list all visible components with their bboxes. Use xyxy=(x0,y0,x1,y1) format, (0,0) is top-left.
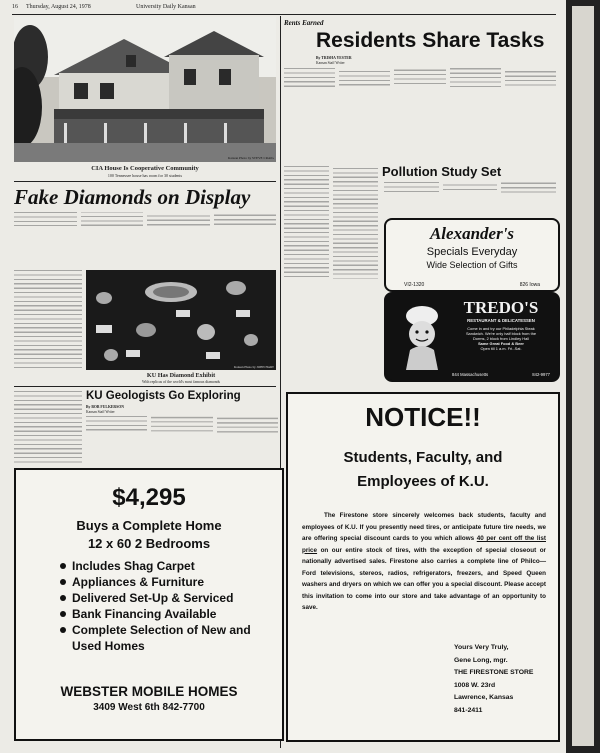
tredos-line4: Same Great Food & Beer xyxy=(478,341,524,346)
tredos-phone: 842-9977 xyxy=(532,372,550,377)
geologists-byline: By BOB FULKERSON xyxy=(86,405,124,409)
webster-feature: Bank Financing Available xyxy=(58,606,258,622)
webster-feature: Includes Shag Carpet xyxy=(58,558,258,574)
webster-feature: Appliances & Furniture xyxy=(58,574,258,590)
diamonds-photo-credit: Kansan Photo by JOHN HART xyxy=(233,365,274,369)
diamonds-headline: Fake Diamonds on Display xyxy=(14,185,251,209)
residents-byline-role: Kansan Staff Writer xyxy=(316,61,345,65)
geologists-byline-role: Kansan Staff Writer xyxy=(86,410,115,414)
tredos-line1: Come in and try our Philadelphia Steak xyxy=(467,326,535,331)
webster-features-list xyxy=(58,558,258,654)
house-subcaption: 100 Tennessee house has room for 30 students xyxy=(107,173,183,178)
next-page-edge xyxy=(566,0,600,753)
notice-body-discount: 40 per cent off the list price xyxy=(302,535,546,554)
next-page-sheet xyxy=(572,6,594,746)
header-rule xyxy=(12,14,556,15)
notice-body-part2: on our entire stock of tires, with the exception of special closeout or nationally advertised sales. Firestone also carries a complete line of Philco—Ford televisions, stereos, radios, refrigerators, freezers, and Speed Queen washers and dryers on which we can offer you a special discount. Please accept this invitation to come into our store and take advantage of an opportunity to save. xyxy=(302,546,546,611)
notice-sign-1: Yours Very Truly, xyxy=(454,644,509,651)
notice-title: NOTICE!! xyxy=(365,402,481,432)
geologists-article-body xyxy=(86,416,278,466)
alexanders-ad xyxy=(384,218,560,292)
webster-feature: Delivered Set-Up & Serviced xyxy=(58,590,258,606)
diamonds-article-continued xyxy=(14,270,82,370)
residents-article-body xyxy=(284,68,556,163)
residents-article-continued xyxy=(284,166,378,391)
diamonds-photo-art xyxy=(86,270,276,370)
webster-address: 3409 West 6th 842-7700 xyxy=(93,702,205,713)
residents-byline: By TRISHA YESTER xyxy=(316,56,352,60)
tredos-hours: Open till 1 a.m. Fri.-Sat. xyxy=(480,346,522,351)
notice-sign-6: 841-2411 xyxy=(454,706,483,714)
tredos-blurb xyxy=(448,326,554,351)
residents-kicker: Rents Earned xyxy=(284,19,324,27)
page-header xyxy=(12,4,556,13)
notice-signature xyxy=(454,642,533,717)
alexanders-line1: Specials Everyday xyxy=(426,246,518,258)
house-photo xyxy=(14,17,276,162)
house-photo-art xyxy=(14,17,276,162)
webster-name: WEBSTER MOBILE HOMES xyxy=(60,684,238,699)
alexanders-address: 826 Iowa xyxy=(519,282,540,288)
page-number: 16 xyxy=(12,4,18,10)
alexanders-phone: VI2-1320 xyxy=(404,282,425,288)
tredos-subtitle: RESTAURANT & DELICATESSEN xyxy=(467,318,535,323)
alexanders-line2: Wide Selection of Gifts xyxy=(426,260,518,270)
house-rule xyxy=(14,181,276,182)
tredos-name: TREDO'S xyxy=(463,298,539,317)
notice-sign-4: 1008 W. 23rd xyxy=(454,681,496,689)
notice-body xyxy=(302,510,546,614)
diamonds-subcaption: With replicas of the world's most famous diamonds xyxy=(141,380,221,384)
webster-mobile-homes-ad xyxy=(14,468,284,741)
diamonds-rule xyxy=(14,386,276,387)
paper-name: University Daily Kansan xyxy=(136,4,196,10)
tredos-ad xyxy=(384,292,560,382)
page-date: Thursday, August 24, 1978 xyxy=(26,4,91,10)
webster-price: $4,295 xyxy=(112,484,186,511)
webster-line2: 12 x 60 2 Bedrooms xyxy=(87,536,211,551)
tredos-line2: Sandwich. We're only half block from the xyxy=(465,331,537,336)
diamonds-article-body xyxy=(14,212,276,267)
firestone-notice-ad xyxy=(286,392,560,742)
tredos-address: 844 Massachusetts xyxy=(452,372,489,377)
pollution-article-body xyxy=(384,182,556,214)
notice-sign-3: THE FIRESTONE STORE xyxy=(454,669,534,676)
tredos-chef-icon xyxy=(392,302,452,372)
geologists-headline: KU Geologists Go Exploring xyxy=(86,390,241,402)
alexanders-name: Alexander's xyxy=(429,224,515,243)
notice-body-part1: The Firestone store sincerely welcomes back students, faculty and employees of K.U. If you presently need tires, or anticipate future tire needs, we are offering special discount cards to you which allows xyxy=(302,512,546,542)
house-photo-credit: Kansan Photo by STEVE CRAIG xyxy=(228,156,274,160)
pollution-headline: Pollution Study Set xyxy=(382,164,502,179)
house-caption: CIA House Is Cooperative Community xyxy=(91,165,199,172)
diamonds-photo xyxy=(86,270,276,370)
notice-sign-2: Gene Long, mgr. xyxy=(454,656,508,664)
tredos-line3: Dorms, 2 block from Lindley Hall xyxy=(472,336,529,341)
diamonds-caption: KU Has Diamond Exhibit xyxy=(146,372,216,379)
notice-headline: Students, Faculty, and Employees of K.U. xyxy=(343,449,503,490)
webster-line1: Buys a Complete Home xyxy=(76,518,222,533)
webster-feature: Complete Selection of New and Used Homes xyxy=(58,622,258,654)
diamonds-article-end xyxy=(14,391,82,463)
residents-headline: Residents Share Tasks xyxy=(316,29,545,52)
notice-sign-5: Lawrence, Kansas xyxy=(454,694,514,701)
